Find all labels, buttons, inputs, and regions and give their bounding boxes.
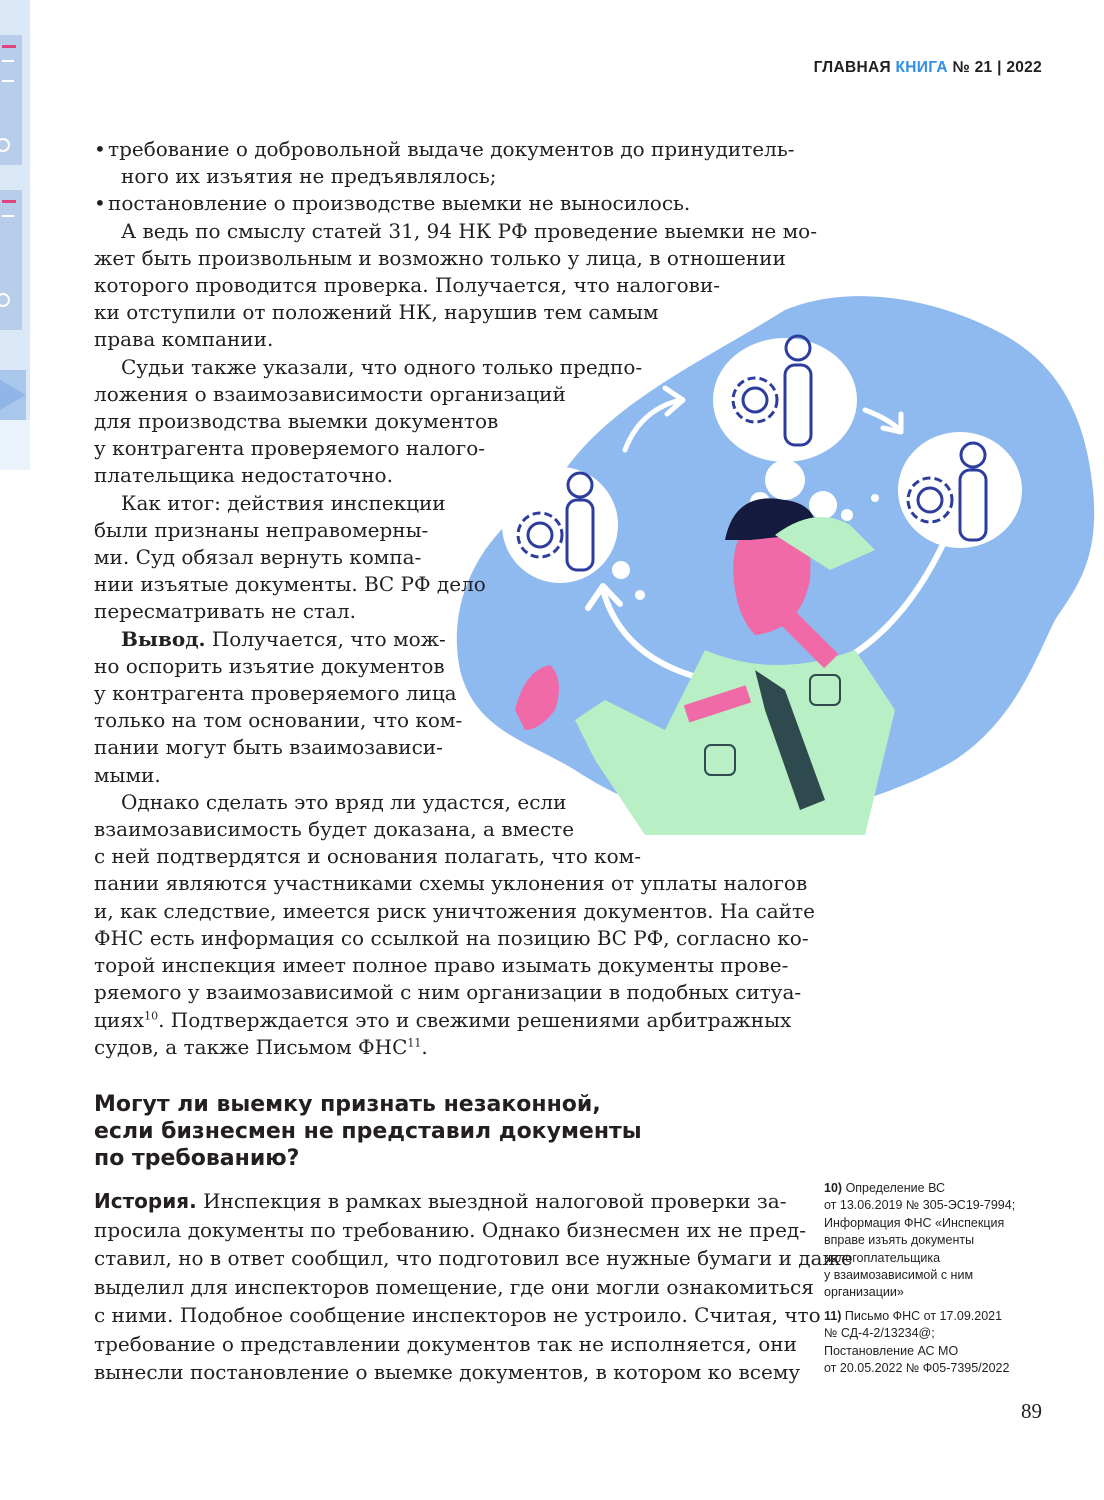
text-line: ки отступили от положений НК, нарушив тем самым bbox=[94, 300, 659, 325]
footnote-text: Информация ФНС «Инспекция bbox=[824, 1215, 1005, 1230]
footnote-text: Определение ВС bbox=[845, 1181, 946, 1195]
text-line bbox=[94, 1007, 794, 1034]
footnote-text: у взаимозависимой с ним bbox=[824, 1268, 974, 1283]
footnote-text: Письмо ФНС от 17.09.2021 bbox=[844, 1308, 1003, 1323]
heading-line: Могут ли выемку признать незаконной, bbox=[94, 1092, 601, 1117]
running-header bbox=[814, 59, 1042, 77]
bullet-item: • требование о добровольной выдаче документов до принудитель- bbox=[94, 136, 794, 163]
text-line: Судьи также указали, что одного только предпо- bbox=[121, 354, 643, 379]
heading-line: по требованию? bbox=[94, 1146, 300, 1171]
text-line: пересматривать не стал. bbox=[94, 599, 356, 624]
story-label: История. bbox=[94, 1189, 197, 1213]
text-line: пании являются участниками схемы уклонения от уплаты налогов bbox=[94, 871, 808, 896]
text-line: ложения о взаимозависимости организаций bbox=[94, 381, 566, 406]
bullet-item: • постановление о производстве выемки не выносилось. bbox=[94, 190, 794, 217]
text-line: просила документы по требованию. Однако бизнесмен их не пред- bbox=[94, 1217, 806, 1242]
footnote-text: вправе изъять документы bbox=[824, 1233, 975, 1248]
text-line: торой инспекция имеет полное право изымать документы прове- bbox=[94, 953, 789, 978]
text-run: . bbox=[421, 1034, 428, 1059]
footnotes bbox=[824, 1180, 1054, 1383]
page-edge-decoration bbox=[0, 0, 30, 470]
text-line: для производства выемки документов bbox=[94, 409, 499, 434]
text-run: Инспекция в рамках выездной налоговой проверки за- bbox=[203, 1189, 787, 1213]
text-line: плательщика недостаточно. bbox=[94, 463, 393, 488]
text-line: пании могут быть взаимозависи- bbox=[94, 735, 443, 760]
text-line: жет быть произвольным и возможно только у лица, в отношении bbox=[94, 245, 786, 270]
footnote-text: № СД-4-2/13234@; bbox=[824, 1326, 935, 1341]
footnote bbox=[824, 1308, 1054, 1378]
footnote-text: от 20.05.2022 № Ф05-7395/2022 bbox=[824, 1361, 1010, 1376]
text-line: ного их изъятия не предъявлялось; bbox=[121, 164, 497, 189]
text-line: права компании. bbox=[94, 327, 274, 352]
text-line bbox=[94, 1187, 787, 1216]
conclusion-label: Вывод. bbox=[121, 626, 206, 651]
text-line: ФНС есть информация со ссылкой на позицию ВС РФ, согласно ко- bbox=[94, 925, 809, 950]
text-line: Однако сделать это вряд ли удастся, если bbox=[121, 789, 567, 814]
text-line: с ними. Подобное сообщение инспекторов не устроило. Считая, что bbox=[94, 1303, 821, 1327]
text-run: . Подтверждается это и свежими решениями арбитражных bbox=[158, 1007, 792, 1032]
brand-main: ГЛАВНАЯ bbox=[813, 59, 891, 76]
text-line: взаимозависимость будет доказана, а вместе bbox=[94, 817, 575, 842]
text-line: выделил для инспекторов помещение, где они могли ознакомиться bbox=[94, 1274, 814, 1299]
footnote-text: от 13.06.2019 № 305-ЭС19-7994; bbox=[824, 1198, 1016, 1213]
footnote-text: налогоплательщика bbox=[824, 1250, 941, 1265]
text-line bbox=[94, 1034, 794, 1061]
text-line: нии изъятые документы. ВС РФ дело bbox=[94, 572, 486, 597]
text-line: ряемого у взаимозависимой с ним организации в подобных ситуа- bbox=[94, 980, 802, 1005]
footnote-number: 10) bbox=[824, 1181, 843, 1195]
section-heading bbox=[94, 1091, 734, 1172]
text-line: у контрагента проверяемого налого- bbox=[94, 436, 486, 461]
heading-line: если бизнесмен не представил документы bbox=[94, 1119, 642, 1144]
brand-accent: КНИГА bbox=[895, 59, 948, 76]
footnote-text: Постановление АС МО bbox=[824, 1343, 959, 1358]
footnote-ref: 11 bbox=[407, 1036, 422, 1050]
footnote-number: 11) bbox=[824, 1308, 842, 1323]
footnote-text: организации» bbox=[824, 1285, 904, 1300]
text-line: мыми. bbox=[94, 762, 161, 787]
text-run: циях bbox=[94, 1007, 145, 1032]
footnote-ref: 10 bbox=[144, 1008, 159, 1022]
page-number: 89 bbox=[1021, 1399, 1042, 1423]
text-line: и, как следствие, имеется риск уничтожения документов. На сайте bbox=[94, 898, 815, 923]
footnote bbox=[824, 1180, 1054, 1302]
text-line: ми. Суд обязал вернуть компа- bbox=[94, 545, 422, 570]
text-line: у контрагента проверяемого лица bbox=[94, 681, 457, 706]
text-line: только на том основании, что ком- bbox=[94, 708, 463, 733]
text-run: судов, а также Письмом ФНС bbox=[94, 1034, 408, 1059]
text-line: требование о представлении документов так не исполняется, они bbox=[94, 1331, 797, 1356]
text-line: с ней подтвердятся и основания полагать, что ком- bbox=[94, 844, 641, 869]
text-line: но оспорить изъятие документов bbox=[94, 653, 445, 678]
text-run: Получается, что мож- bbox=[211, 626, 446, 651]
text-line: Как итог: действия инспекции bbox=[121, 490, 446, 515]
text-line: А ведь по смыслу статей 31, 94 НК РФ проведение выемки не мо- bbox=[121, 218, 817, 243]
issue-number: № 21 | 2022 bbox=[952, 59, 1042, 76]
text-line: которого проводится проверка. Получается, что налогови- bbox=[94, 273, 721, 298]
text-line: ставил, но в ответ сообщил, что подготовил все нужные бумаги и даже bbox=[94, 1246, 853, 1270]
text-line: были признаны неправомерны- bbox=[94, 517, 429, 542]
text-line bbox=[94, 626, 794, 653]
article-body bbox=[94, 136, 817, 1061]
text-line: вынесли постановление о выемке документов, в котором ко всему bbox=[94, 1360, 801, 1384]
